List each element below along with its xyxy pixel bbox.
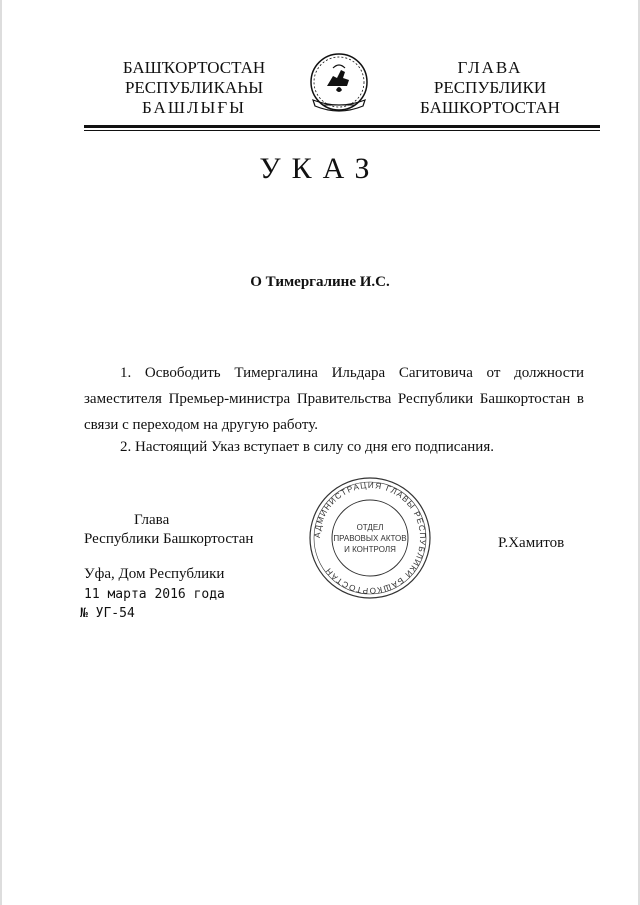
decree-number: № УГ-54 (80, 606, 135, 621)
decree-paragraph-1: 1. Освободить Тимергалина Ильдара Сагитовича от должности заместителя Премьер-министра Правительства Республики Башкортостан в связи с переходом на другую работу. (84, 365, 584, 433)
stamp-center-line-1: ОТДЕЛ (356, 523, 384, 532)
signatory-name: Р.Хамитов (498, 535, 565, 551)
signing-place: Уфа, Дом Республики (84, 566, 225, 582)
header-left-line-3: БАШЛЫҒЫ (142, 98, 246, 117)
header-left-line-1: БАШҠОРТОСТАН (122, 58, 266, 77)
signatory-role-line-2: Республики Башкортостан (84, 531, 254, 547)
stamp-center-line-2: ПРАВОВЫХ АКТОВ (333, 534, 407, 543)
signing-date: 11 марта 2016 года (84, 587, 225, 602)
header-divider-thick (84, 125, 600, 128)
stamp-ring-text: АДМИНИСТРАЦИЯ ГЛАВЫ РЕСПУБЛИКИ БАШКОРТОСТАН (312, 480, 428, 596)
document-title: УКАЗ (259, 152, 381, 185)
bashkortostan-emblem-icon (303, 50, 375, 118)
header-divider-thin (84, 130, 600, 131)
document-subject: О Тимергалине И.С. (250, 274, 390, 290)
decree-paragraph-2: 2. Настоящий Указ вступает в силу со дня его подписания. (120, 439, 494, 455)
signatory-role-line-1: Глава (134, 512, 170, 528)
header-right-block (405, 58, 575, 118)
header-right-line-3: БАШКОРТОСТАН (420, 98, 560, 117)
header-left-block (104, 58, 284, 118)
header-right-line-2: РЕСПУБЛИКИ (433, 78, 547, 97)
stamp-center-line-3: И КОНТРОЛЯ (344, 545, 396, 554)
scan-edge-left (0, 0, 2, 905)
header-left-line-2: РЕСПУБЛИКАҺЫ (124, 78, 264, 97)
official-stamp (306, 474, 434, 602)
header-right-line-1: ГЛАВА (457, 58, 523, 77)
